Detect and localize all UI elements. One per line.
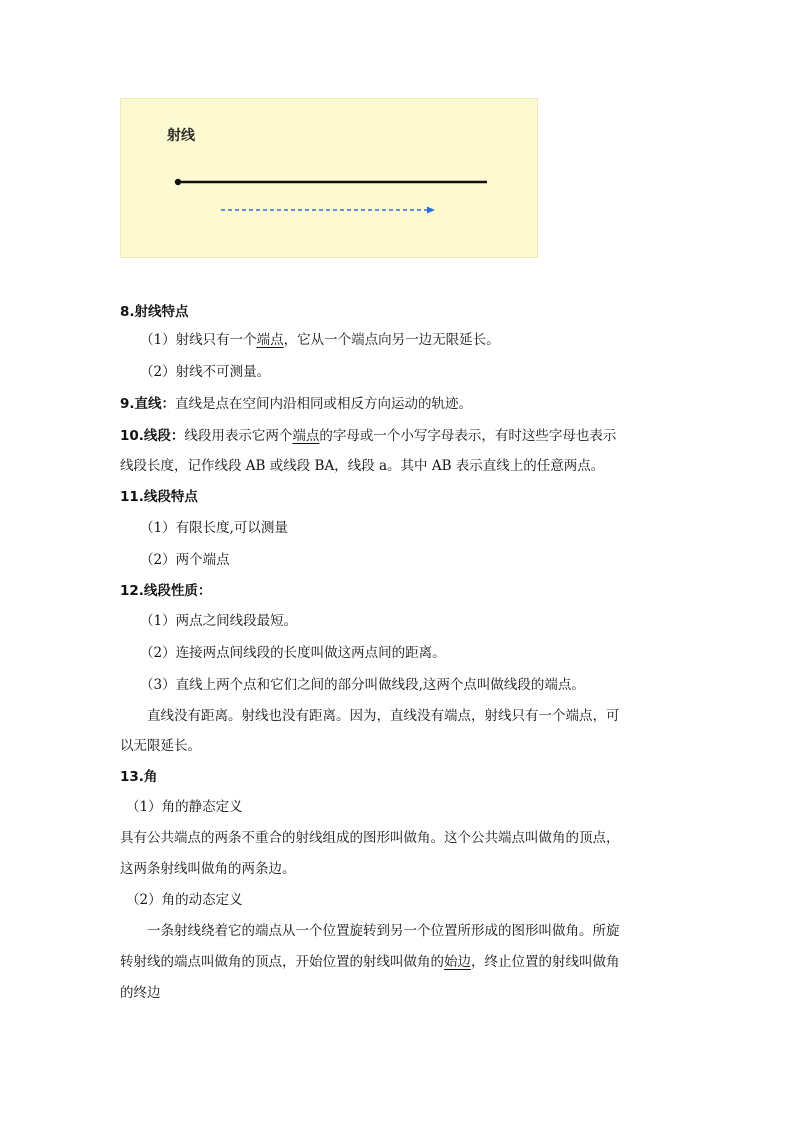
section-8-item-1: （1）射线只有一个端点，它从一个端点向另一边无限延长。	[140, 332, 500, 348]
section-9: 9.直线：直线是点在空间内沿相同或相反方向运动的轨迹。	[120, 396, 473, 412]
section-11-item-2: （2）两个端点	[140, 552, 230, 568]
section-13-dyn-line-2: 转射线的端点叫做角的顶点，开始位置的射线叫做角的始边，终止位置的射线叫做角	[120, 954, 620, 970]
section-13-subtitle-1: （1）角的静态定义	[126, 799, 243, 815]
ray-figure	[120, 98, 538, 258]
section-13-def-line-1: 具有公共端点的两条不重合的射线组成的图形叫做角。这个公共端点叫做角的顶点，	[120, 830, 620, 846]
section-13-dyn-line-3: 的终边	[120, 985, 161, 1001]
underlined-term: 始边	[444, 954, 471, 970]
section-10-title: 10.线段：	[120, 428, 185, 444]
section-9-title: 9.直线：	[120, 396, 176, 412]
section-13-def-line-2: 这两条射线叫做角的两条边。	[120, 861, 296, 877]
section-11-item-1: （1）有限长度,可以测量	[140, 520, 288, 536]
underlined-term: 端点	[292, 428, 320, 444]
section-13-dyn-line-1: 一条射线绕着它的端点从一个位置旋转到另一个位置所形成的图形叫做角。所旋	[147, 923, 620, 939]
section-10-line-1: 10.线段：线段用表示它两个端点的字母或一个小写字母表示，有时这些字母也表示	[120, 428, 617, 444]
section-13-subtitle-2: （2）角的动态定义	[126, 892, 243, 908]
section-12-item-3: （3）直线上两个点和它们之间的部分叫做线段,这两个点叫做线段的端点。	[140, 677, 585, 693]
section-8-item-2: （2）射线不可测量。	[140, 364, 271, 380]
figure-label: 射线	[167, 128, 195, 144]
section-12-item-2: （2）连接两点间线段的长度叫做这两点间的距离。	[140, 645, 446, 661]
direction-arrow-head	[427, 207, 435, 214]
section-12-item-1: （1）两点之间线段最短。	[140, 613, 298, 629]
underlined-term: 端点	[256, 332, 284, 348]
section-12-paragraph-line-1: 直线没有距离。射线也没有距离。因为，直线没有端点，射线只有一个端点，可	[147, 708, 620, 724]
section-13-title: 13.角	[120, 769, 158, 785]
section-11-title: 11.线段特点	[120, 489, 198, 505]
ray-diagram	[121, 99, 539, 259]
section-12-title: 12.线段性质：	[120, 583, 212, 599]
section-12-paragraph-line-2: 以无限延长。	[120, 738, 201, 754]
section-10-line-2: 线段长度，记作线段 AB 或线段 BA，线段 a。其中 AB 表示直线上的任意两点。	[120, 458, 605, 474]
section-8-title: 8.射线特点	[120, 304, 189, 320]
